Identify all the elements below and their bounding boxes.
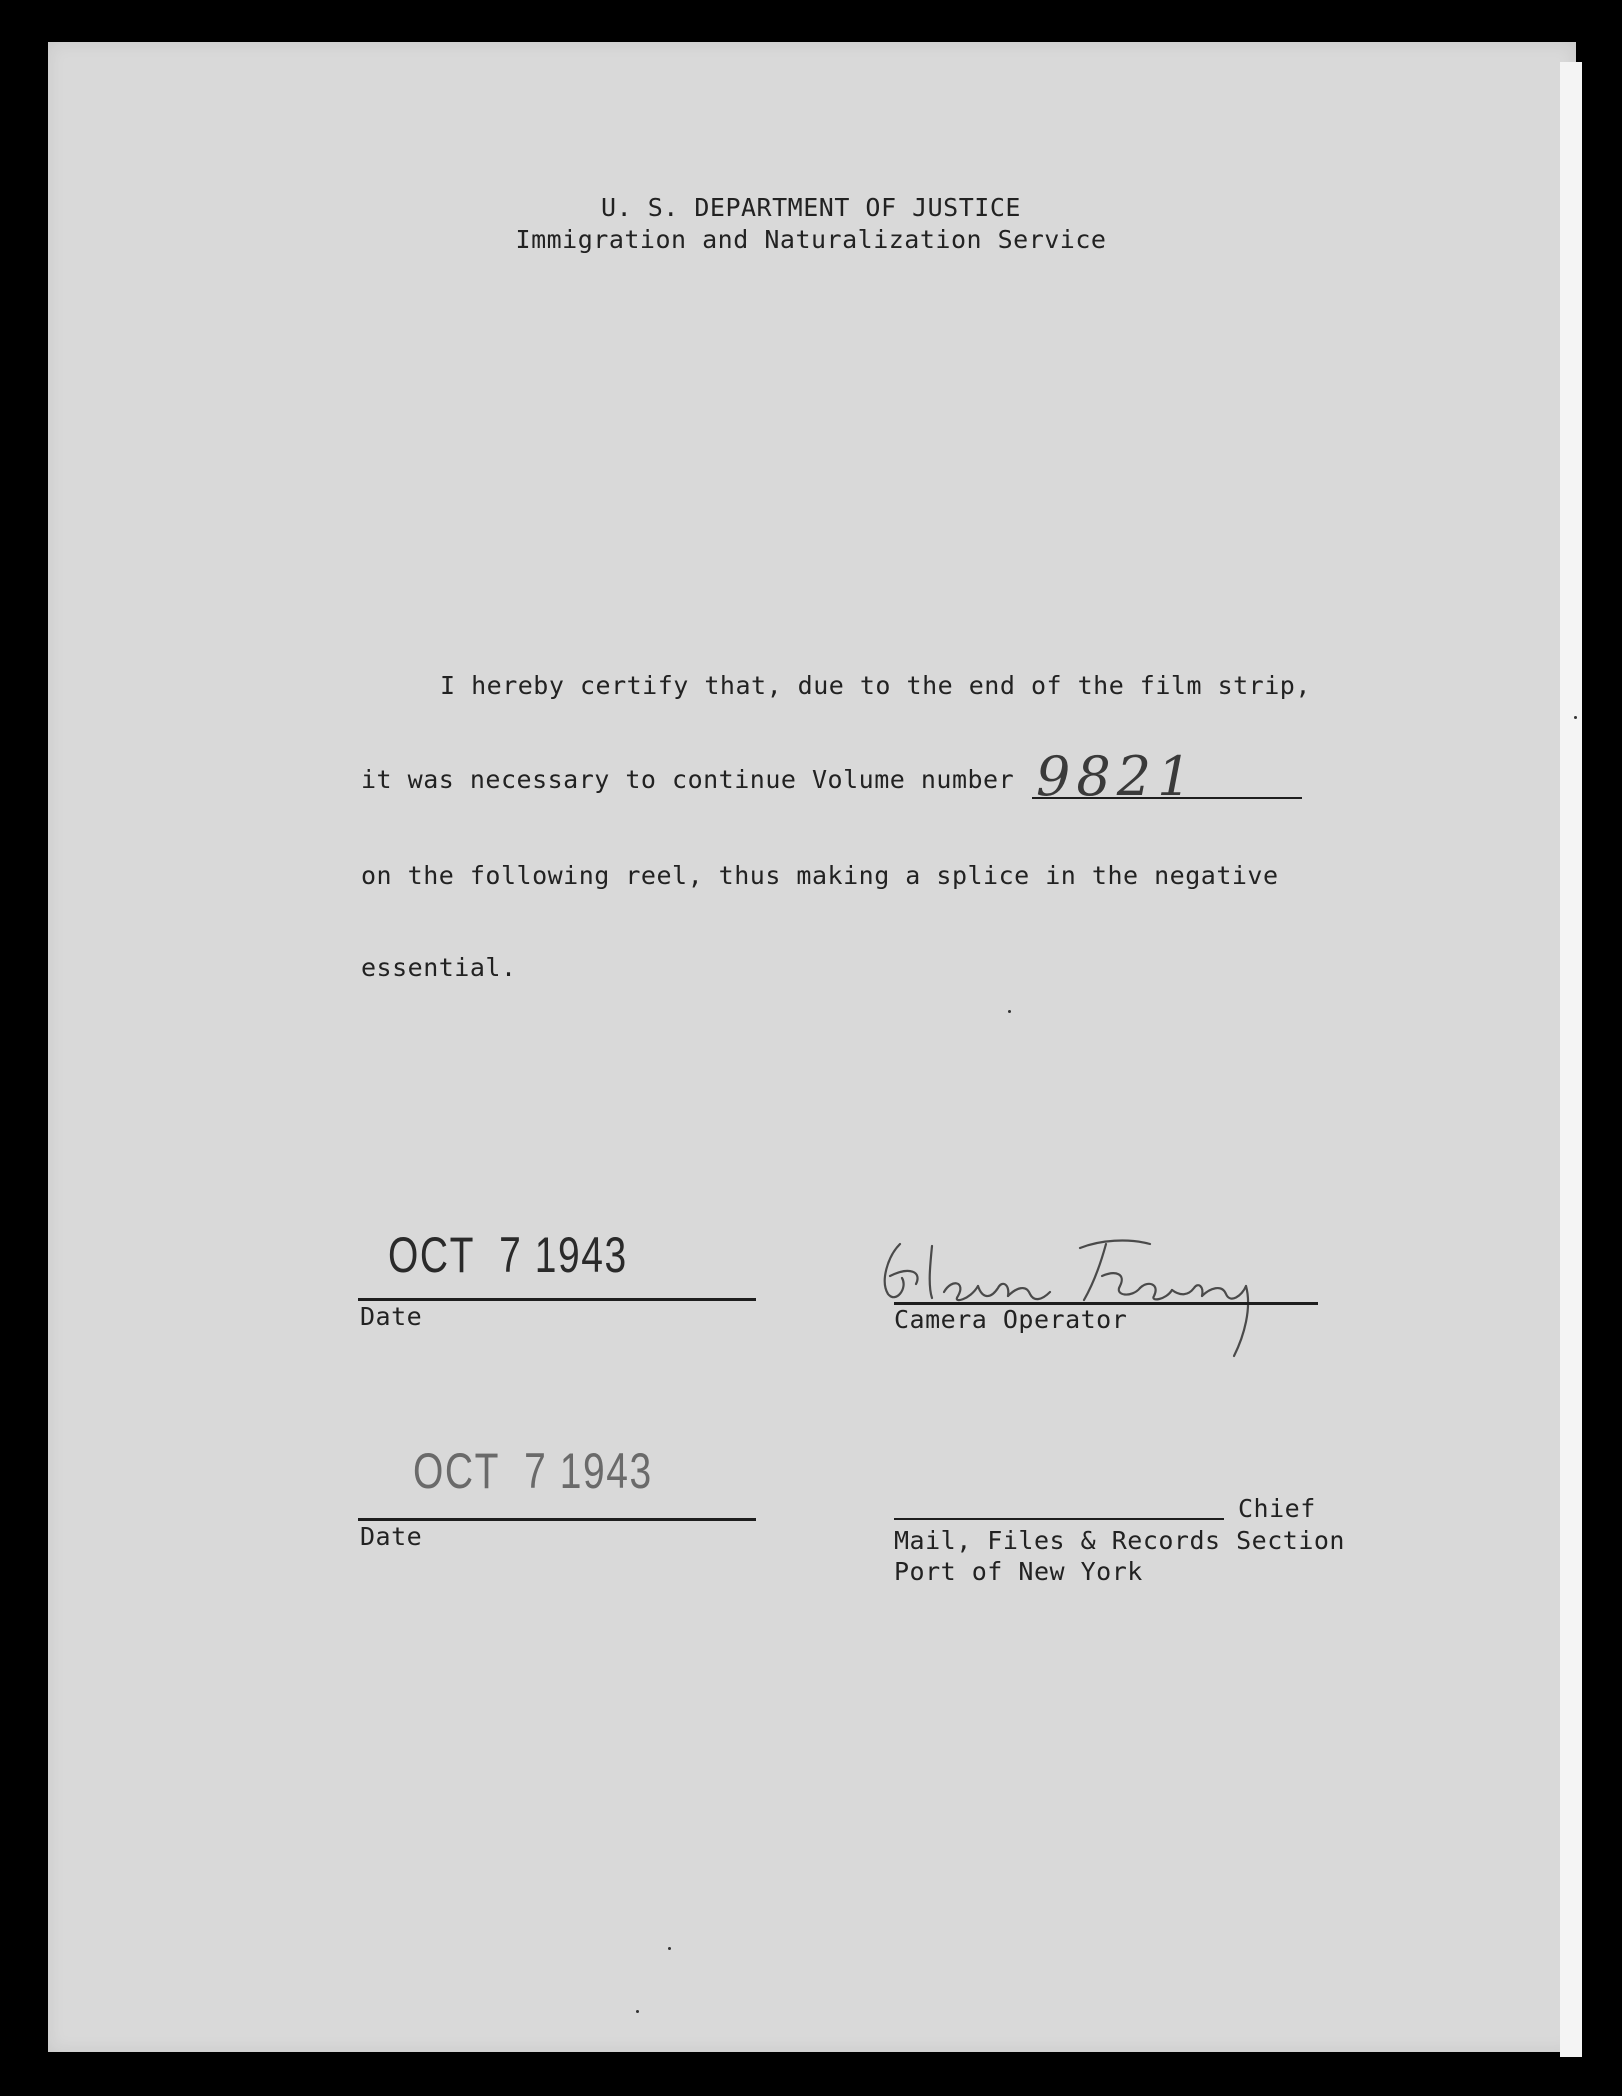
chief-title-line-2: Port of New York xyxy=(894,1557,1143,1586)
date-line-1 xyxy=(358,1298,756,1301)
date-label-2: Date xyxy=(360,1522,423,1551)
certify-line-2: it was necessary to continue Volume number xyxy=(361,765,1015,794)
document-page xyxy=(48,42,1576,2052)
chief-label: Chief xyxy=(1238,1494,1316,1523)
paper-speck xyxy=(1574,716,1577,719)
page-edge xyxy=(1560,62,1582,2057)
certify-line-4: essential. xyxy=(361,953,517,982)
header-department: U. S. DEPARTMENT OF JUSTICE xyxy=(601,193,1021,222)
chief-signature-line xyxy=(894,1518,1224,1520)
certify-line-1: I hereby certify that, due to the end of the film strip, xyxy=(440,671,1311,700)
camera-operator-signature xyxy=(870,1226,1330,1366)
date-line-2 xyxy=(358,1518,756,1521)
paper-speck xyxy=(1008,1010,1011,1013)
paper-speck xyxy=(636,2010,639,2013)
chief-title-line-1: Mail, Files & Records Section xyxy=(894,1526,1345,1555)
camera-operator-label: Camera Operator xyxy=(894,1305,1128,1334)
date-stamp-2: OCT 7 1943 xyxy=(413,1443,653,1499)
date-stamp-1: OCT 7 1943 xyxy=(388,1227,628,1283)
date-label-1: Date xyxy=(360,1302,423,1331)
certify-line-3: on the following reel, thus making a splice in the negative xyxy=(361,861,1279,890)
paper-speck xyxy=(668,1947,671,1950)
header-service: Immigration and Naturalization Service xyxy=(515,225,1107,254)
volume-number-handwritten: 9821 xyxy=(1036,745,1198,808)
